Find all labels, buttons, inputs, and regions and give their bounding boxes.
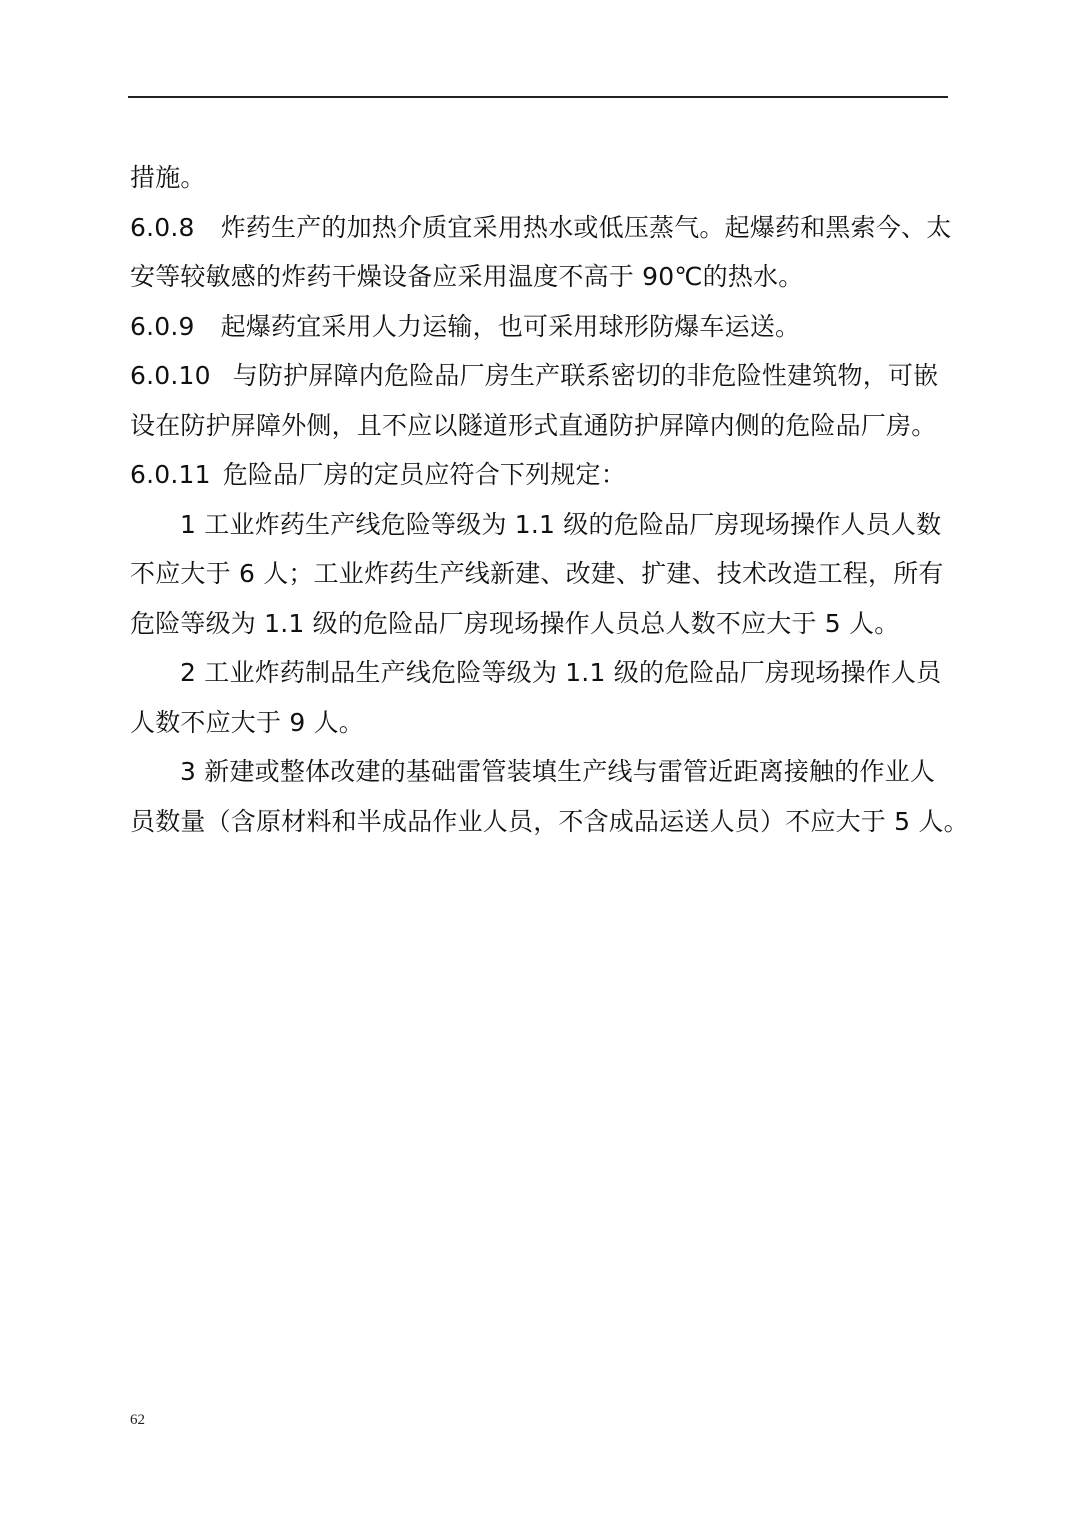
clause-number: 6.0.9 — [130, 311, 195, 341]
clause-6-0-8 — [130, 203, 952, 253]
clause-number: 6.0.10 — [130, 361, 211, 390]
clause-6-0-10 — [130, 351, 946, 401]
line-text: 3 新建或整体改建的基础雷管装填生产线与雷管近距离接触的作业人 — [180, 757, 936, 786]
line-text: 与防护屏障内危险品厂房生产联系密切的非危险性建筑物，可嵌 — [232, 361, 939, 390]
text-line — [130, 797, 969, 847]
clause-6-0-11 — [130, 450, 946, 500]
line-text: 2 工业炸药制品生产线危险等级为 1.1 级的危险品厂房现场操作人员 — [180, 658, 942, 687]
text-line — [130, 153, 946, 203]
line-text: 炸药生产的加热介质宜采用热水或低压蒸气。起爆药和黑索今、太 — [220, 212, 952, 242]
line-text: 不应大于 6 人；工业炸药生产线新建、改建、扩建、技术改造工程，所有 — [130, 559, 944, 588]
line-text: 1 工业炸药生产线危险等级为 1.1 级的危险品厂房现场操作人员人数 — [180, 509, 942, 539]
line-text: 安等较敏感的炸药干燥设备应采用温度不高于 90℃的热水。 — [130, 262, 804, 291]
line-text: 人数不应大于 9 人。 — [130, 707, 365, 737]
line-text: 设在防护屏障外侧，且不应以隧道形式直通防护屏障内侧的危险品厂房。 — [130, 410, 937, 440]
line-text: 员数量（含原材料和半成品作业人员，不含成品运送人员）不应大于 5 人。 — [130, 806, 969, 836]
line-text: 起爆药宜采用人力运输，也可采用球形防爆车运送。 — [220, 311, 801, 341]
line-text: 危险等级为 1.1 级的危险品厂房现场操作人员总人数不应大于 5 人。 — [130, 608, 900, 638]
text-line — [130, 599, 946, 649]
text-line — [130, 549, 946, 599]
text-line — [130, 698, 946, 748]
header-rule — [128, 96, 948, 98]
list-item-1 — [130, 500, 946, 550]
body-text — [130, 153, 969, 846]
text-line — [130, 401, 946, 451]
clause-number: 6.0.8 — [130, 212, 195, 242]
clause-6-0-9 — [130, 302, 946, 352]
clause-number: 6.0.11 — [130, 460, 211, 489]
line-text: 危险品厂房的定员应符合下列规定： — [222, 460, 626, 489]
list-item-3 — [130, 747, 946, 797]
text-line — [130, 252, 946, 302]
page-number: 62 — [130, 1412, 145, 1428]
list-item-2 — [130, 648, 946, 698]
line-text: 措施。 — [130, 163, 206, 192]
